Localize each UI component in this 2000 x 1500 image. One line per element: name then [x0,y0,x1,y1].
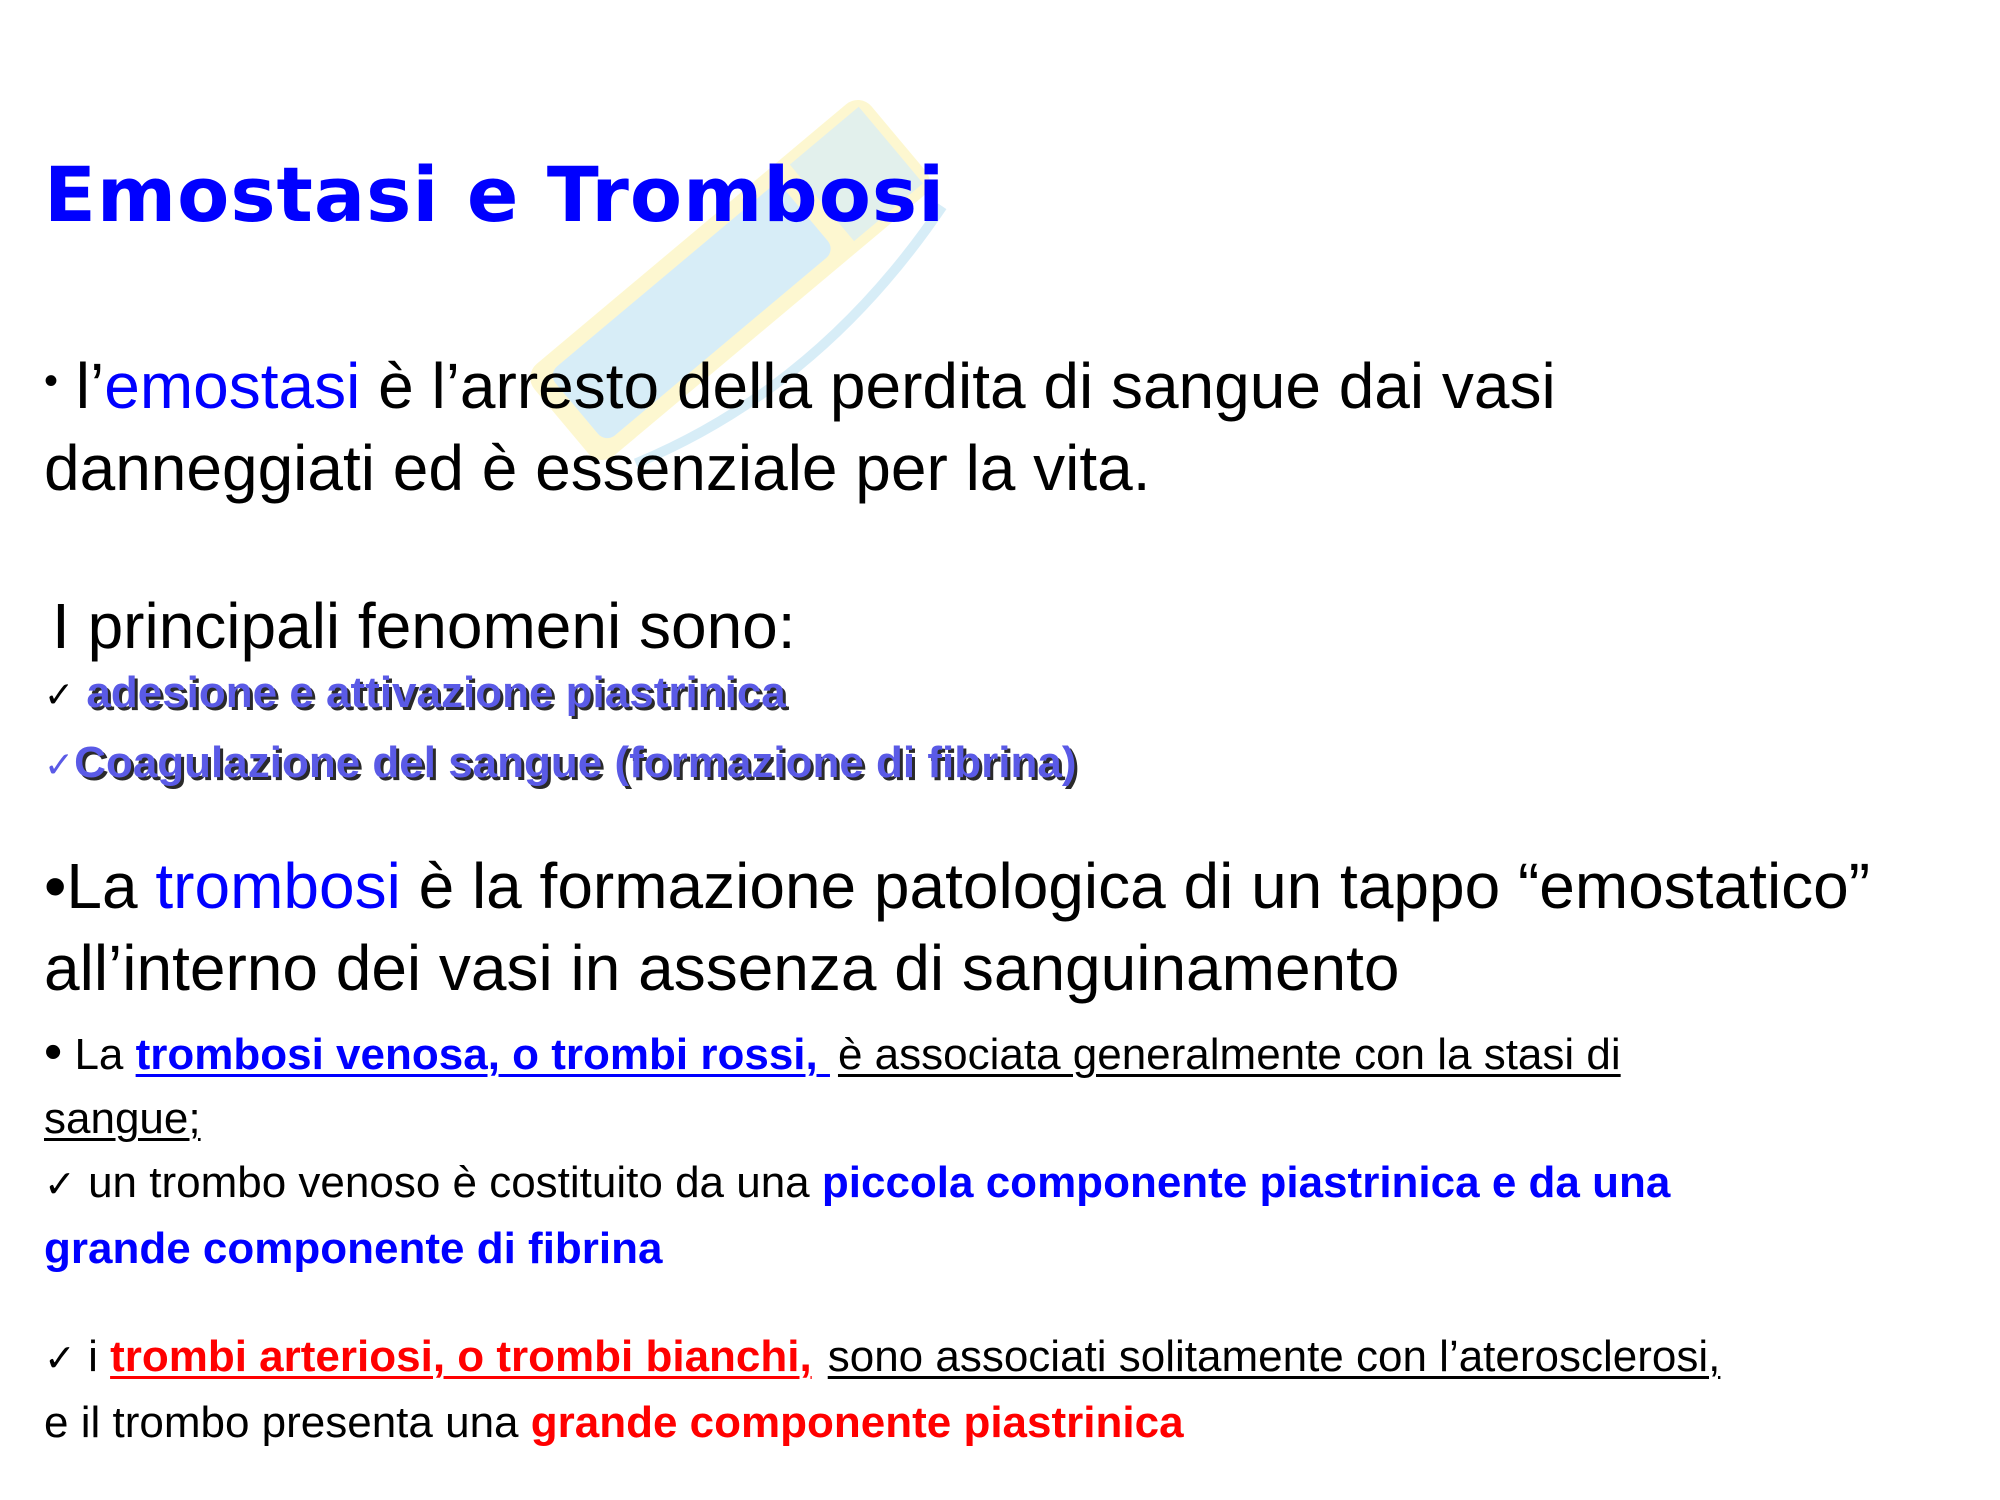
check-icon: ✓ [44,674,75,715]
text-segment: e il trombo presenta una [44,1398,531,1447]
text-segment: i [75,1332,111,1381]
text-segment: sono associati solitamente con l’aterosclerosi, [827,1332,1721,1381]
venous-line-2: sangue; [44,1094,201,1143]
term-emostasi: emostasi [104,350,361,422]
trombosi-line-1 [44,845,1870,927]
phenomena-block [44,585,1076,803]
bullet: • [44,359,59,403]
term-trombosi: trombosi [155,850,401,922]
phenomena-item-2 [44,733,1076,803]
venous-line-1 [44,1020,1670,1087]
text-segment: l’ [58,350,105,422]
slide-title: Emostasi e Trombosi [44,150,946,239]
emostasi-line-2: danneggiati ed è essenziale per la vita. [44,432,1151,504]
bullet: • [44,1023,63,1081]
text-segment: è associata generalmente con la stasi di [837,1030,1621,1079]
venous-composition-line-2: grande componente di fibrina [44,1224,663,1273]
phenomena-heading: I principali fenomeni sono: [52,590,796,662]
check-icon: ✓ [44,744,75,785]
text-segment: è la formazione patologica di un tappo “emostatico” [400,850,1871,922]
venous-block [44,1020,1670,1281]
arterial-line-1 [44,1325,1720,1391]
text-segment: un trombo venoso è costituito da una [75,1158,822,1207]
term-venous-thrombosis: trombosi venosa, o trombi rossi, [135,1030,830,1079]
venous-composition: piccola componente piastrinica e da una [821,1158,1671,1207]
arterial-block [44,1325,1720,1455]
phenomena-item-text: adesione e attivazione piastrinica [74,668,786,717]
emostasi-line-1 [44,340,1556,427]
check-icon: ✓ [44,1338,76,1380]
text-segment: La [66,850,156,922]
trombosi-line-2: all’interno dei vasi in assenza di sanguinamento [44,932,1400,1004]
phenomena-item-1 [44,663,1076,733]
text-segment: è l’arresto della perdita di sangue dai vasi [360,350,1556,422]
venous-description [44,1151,1670,1217]
check-icon: ✓ [44,1164,76,1206]
bullet: • [44,850,67,922]
text-segment: La [62,1030,136,1079]
arterial-composition: grande componente piastrinica [530,1398,1184,1447]
emostasi-paragraph [44,340,1556,509]
phenomena-item-text: Coagulazione del sangue (formazione di fibrina) [74,738,1077,787]
trombosi-paragraph [44,845,1870,1009]
arterial-line-2 [44,1391,1720,1455]
term-arterial-thrombi: trombi arteriosi, o trombi bianchi, [110,1332,812,1381]
